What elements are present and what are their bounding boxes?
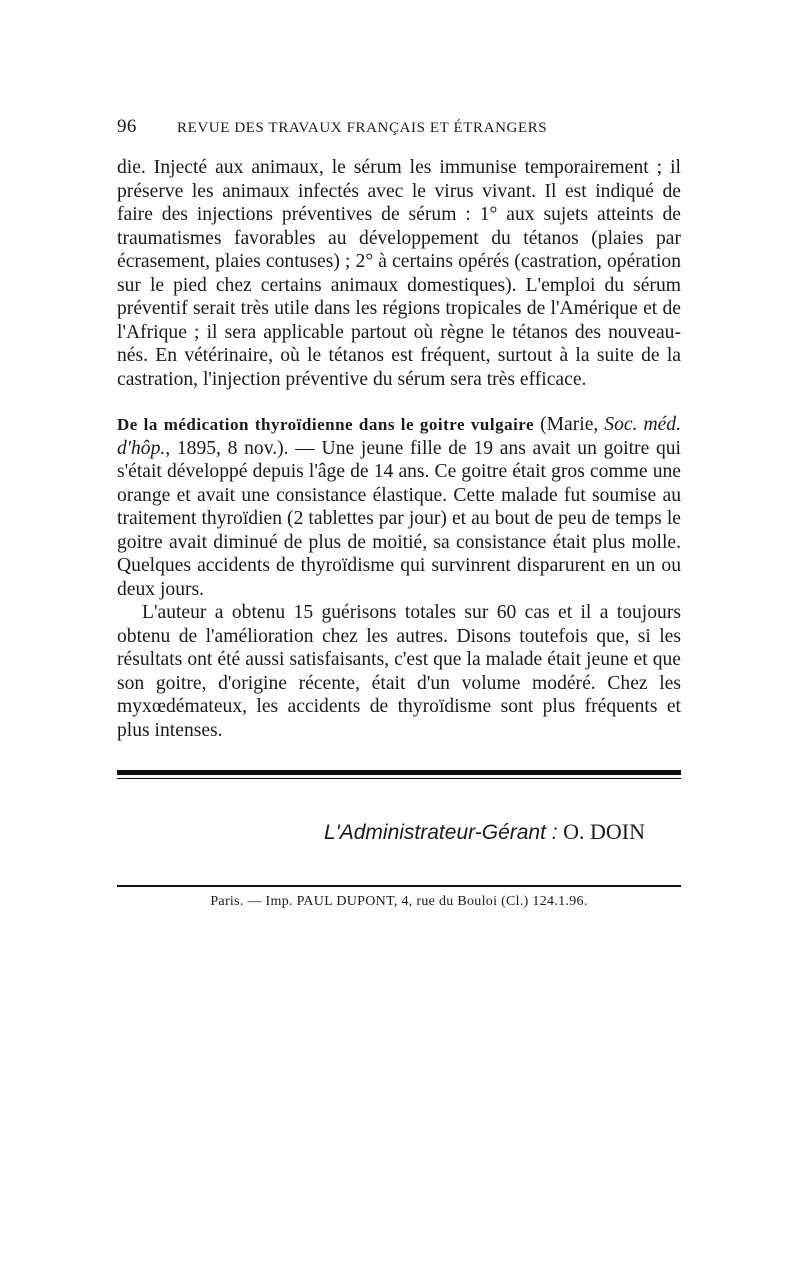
printer-imprint: Paris. — Imp. PAUL DUPONT, 4, rue du Bouloi (Cl.) 124.1.96. bbox=[210, 894, 588, 909]
running-head bbox=[117, 112, 681, 146]
signature-name: O. DOIN bbox=[563, 819, 645, 844]
end-rule bbox=[117, 770, 681, 779]
citation-open: (Marie, bbox=[540, 414, 605, 435]
imprint-rule bbox=[117, 885, 681, 887]
section-body: , 1895, 8 nov.). — Une jeune fille de 19 ans avait un goitre qui s'était développé depuis l'âge de 14 ans. Ce goitre était gros comme une orange et avait une consistance élastique. Cette malade fut soumise au traitement thyroïdien (2 tablettes par jour) et au bout de peu de temps le goitre avait diminué de plus de moitié, sa consistance était plus molle. Quelques accidents de thyroïdisme qui survinrent disparurent en un ou deux jours. bbox=[117, 437, 681, 600]
rule-thick bbox=[117, 770, 681, 775]
running-title: REVUE DES TRAVAUX FRANÇAIS ET ÉTRANGERS bbox=[177, 120, 548, 136]
paragraph-thyroid-medication bbox=[117, 413, 681, 601]
rule-thin bbox=[117, 778, 681, 779]
page-number: 96 bbox=[117, 116, 137, 137]
signature bbox=[117, 819, 681, 845]
section-title: De la médication thyroïdienne dans le goitre vulgaire bbox=[117, 415, 535, 434]
citation-journal: Soc. méd. d'hôp. bbox=[117, 414, 681, 459]
signature-role: L'Administrateur-Gérant : bbox=[324, 821, 558, 844]
paragraph-tetanus-serum: die. Injecté aux animaux, le sérum les immunise temporairement ; il préserve les animaux infectés avec le virus vivant. Il est indiqué de faire des injections préventives de sérum : 1° aux sujets atteints de traumatismes favorables au développement du tétanos (plaies par écrasement, plaies contuses) ; 2° à certains opérés (castration, opération sur le pied chez certains animaux domestiques). L'emploi du sérum préventif serait très utile dans les régions tropicales de l'Amérique et de l'Afrique ; il sera applicable partout où règne le tétanos des nouveau-nés. En vétérinaire, où le tétanos est fréquent, surtout à la suite de la castration, l'injection préventive du sérum sera très efficace. bbox=[117, 157, 681, 390]
paragraph-results: L'auteur a obtenu 15 guérisons totales sur 60 cas et il a toujours obtenu de l'amélioration chez les autres. Disons toutefois que, si les résultats ont été aussi satisfaisants, c'est que la malade était jeune et que son goitre, d'origine récente, était d'un volume modéré. Chez les myxœdémateux, les accidents de thyroïdisme sont plus fréquents et plus intenses. bbox=[117, 602, 681, 741]
page bbox=[117, 112, 681, 910]
